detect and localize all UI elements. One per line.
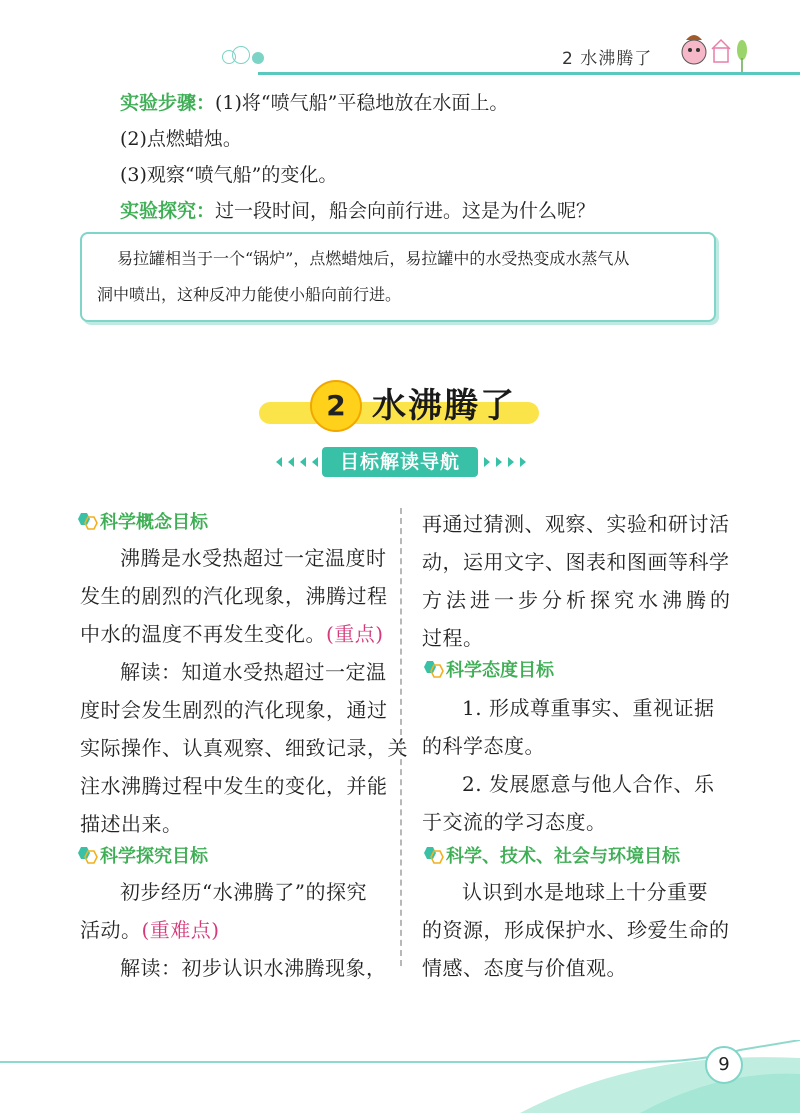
step-3: (3)观察“喷气船”的变化。: [120, 164, 338, 186]
answer-line-2: 洞中喷出，这种反冲力能使小船向前行进。: [97, 285, 402, 304]
chapter-number-badge: 2: [310, 380, 362, 432]
sts-line: 认识到水是地球上十分重要: [462, 880, 708, 904]
banner-left-arrows-icon: [268, 455, 320, 469]
experiment-steps-line: [120, 88, 508, 115]
attitude-line: 于交流的学习态度。: [422, 810, 607, 834]
concept-reading-line: 度时会发生剧烈的汽化现象，通过: [80, 698, 388, 722]
page-number: 9: [705, 1046, 743, 1084]
key-point-tag: (重点): [326, 622, 384, 646]
attitude-line: 1. 形成尊重事实、重视证据: [462, 696, 715, 720]
inquiry-line: 初步经历“水沸腾了”的探究: [120, 880, 367, 904]
concept-goal-heading: 科学概念目标: [100, 512, 208, 533]
inquiry-line-last: [80, 914, 220, 943]
experiment-explore-line: [120, 196, 595, 223]
inquiry-continued-line: 动，运用文字、图表和图画等科学: [422, 550, 730, 574]
concept-reading-line: 注水沸腾过程中发生的变化，并能: [80, 774, 388, 798]
answer-line-1: 易拉罐相当于一个“锅炉”，点燃蜡烛后，易拉罐中的水受热变成水蒸气从: [117, 249, 630, 268]
header-cartoon-icon: [672, 28, 752, 76]
attitude-line: 2. 发展愿意与他人合作、乐: [462, 772, 715, 796]
hexagon-bullet-icon: [420, 844, 446, 866]
footer-wave-decoration: [0, 1040, 800, 1113]
inquiry-continued-line: 方法进一步分析探究水沸腾的: [422, 588, 734, 612]
concept-line: 发生的剧烈的汽化现象，沸腾过程: [80, 584, 388, 608]
concept-line: 中水的温度不再发生变化。: [80, 622, 326, 646]
header-decoration-circles: [222, 46, 272, 66]
goal-navigation-banner: 目标解读导航: [322, 447, 478, 477]
inquiry-line: 活动。: [80, 918, 142, 942]
difficult-point-tag: (重难点): [141, 918, 220, 942]
inquiry-continued-line: 过程。: [422, 626, 484, 650]
explore-label: 实验探究：: [120, 200, 216, 222]
running-header: 2 水沸腾了: [562, 49, 653, 69]
concept-reading-line: 描述出来。: [80, 812, 183, 836]
banner-right-arrows-icon: [482, 455, 534, 469]
step-2: (2)点燃蜡烛。: [120, 128, 242, 150]
inquiry-continued-line: 再通过猜测、观察、实验和研讨活: [422, 512, 730, 536]
concept-line-last: [80, 618, 384, 647]
concept-reading-line: 解读：知道水受热超过一定温: [120, 660, 387, 684]
sts-line: 情感、态度与价值观。: [422, 956, 627, 980]
hexagon-bullet-icon: [420, 658, 446, 680]
inquiry-goal-heading: 科学探究目标: [100, 846, 208, 867]
sts-goal-heading: 科学、技术、社会与环境目标: [446, 846, 680, 867]
chapter-title: 水沸腾了: [372, 386, 516, 426]
concept-line: 沸腾是水受热超过一定温度时: [120, 546, 387, 570]
hexagon-bullet-icon: [74, 844, 100, 866]
explore-text: 过一段时间，船会向前行进。这是为什么呢？: [215, 200, 596, 222]
hexagon-bullet-icon: [74, 510, 100, 532]
sts-line: 的资源，形成保护水、珍爱生命的: [422, 918, 730, 942]
steps-label: 实验步骤：: [120, 92, 216, 114]
inquiry-reading-line: 解读：初步认识水沸腾现象，: [120, 956, 387, 980]
attitude-goal-heading: 科学态度目标: [446, 660, 554, 681]
attitude-line: 的科学态度。: [422, 734, 545, 758]
step-1: (1)将“喷气船”平稳地放在水面上。: [215, 92, 509, 114]
concept-reading-line: 实际操作、认真观察、细致记录，关: [80, 736, 408, 760]
